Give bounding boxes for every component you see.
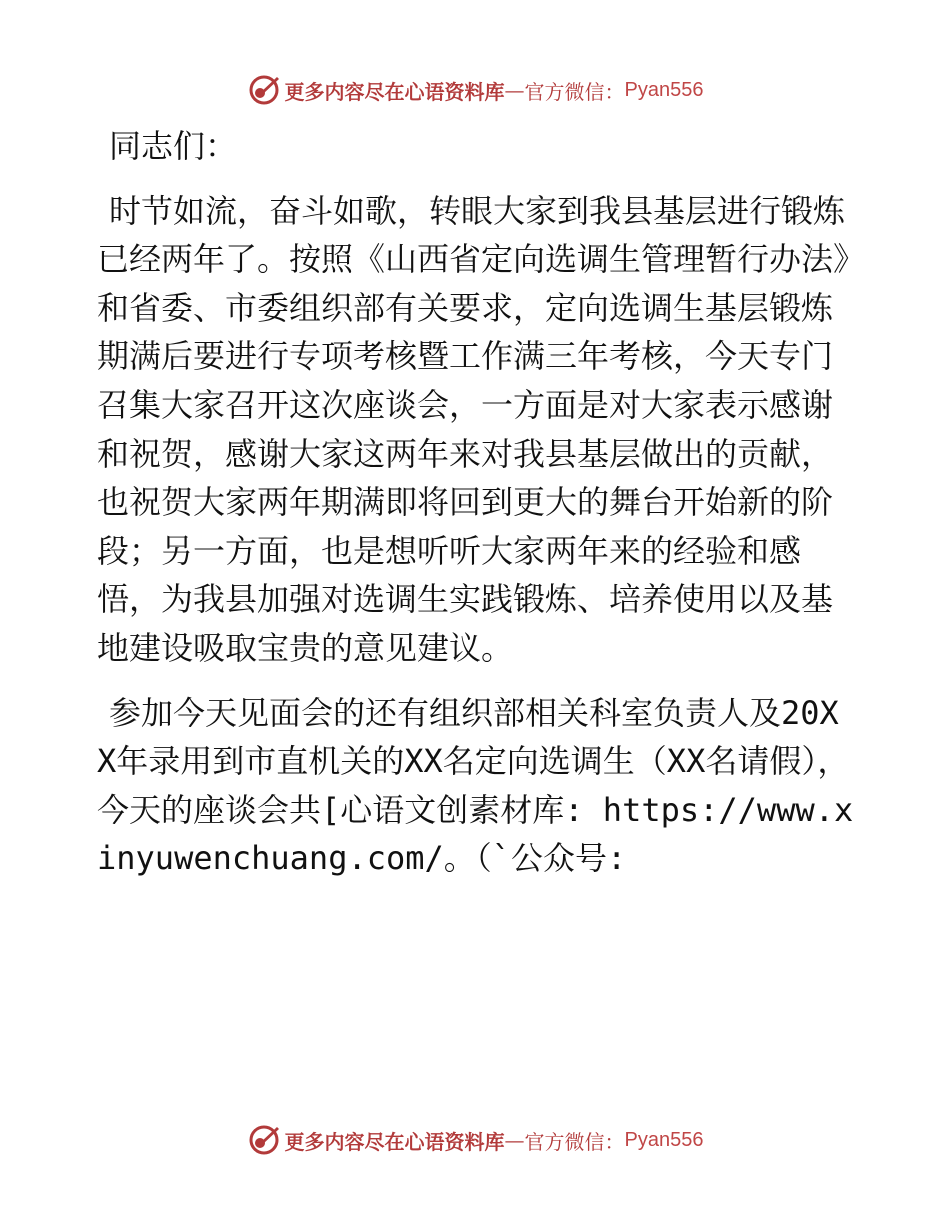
banner-main-text: 更多内容尽在心语资料库: [284, 1129, 505, 1154]
banner-wechat-id: Pyan556: [624, 1128, 704, 1151]
banner-official-label: 官方微信：: [524, 79, 625, 104]
document-body: [97, 122, 857, 883]
pen-circle-logo-icon: [247, 1123, 281, 1157]
pen-circle-logo-icon: [247, 73, 281, 107]
header-watermark-banner: [0, 70, 950, 110]
footer-watermark-banner: [0, 1120, 950, 1160]
paragraph-1: 时节如流，奋斗如歌，转眼大家到我县基层进行锻炼已经两年了。按照《山西省定向选调生管理暂行办法》和省委、市委组织部有关要求，定向选调生基层锻炼期满后要进行专项考核暨工作满三年考核，今天专门召集大家召开这次座谈会，一方面是对大家表示感谢和祝贺，感谢大家这两年来对我县基层做出的贡献，也祝贺大家两年期满即将回到更大的舞台开始新的阶段；另一方面，也是想听听大家两年来的经验和感悟，为我县加强对选调生实践锻炼、培养使用以及基地建设吸取宝贵的意见建议。: [97, 191, 850, 667]
banner-dash: —: [504, 1128, 525, 1152]
banner-main-text: 更多内容尽在心语资料库: [284, 79, 505, 104]
salutation: 同志们：: [109, 127, 238, 165]
banner-dash: —: [504, 78, 525, 102]
paragraph-2: 参加今天见面会的还有组织部相关科室负责人及20XX年录用到市直机关的XX名定向选调生（XX名请假），今天的座谈会共[心语文创素材库: https://www.xinyuwenchuang.com/。（`公众号:: [97, 693, 854, 878]
banner-wechat-id: Pyan556: [624, 78, 704, 101]
banner-official-label: 官方微信：: [524, 1129, 625, 1154]
